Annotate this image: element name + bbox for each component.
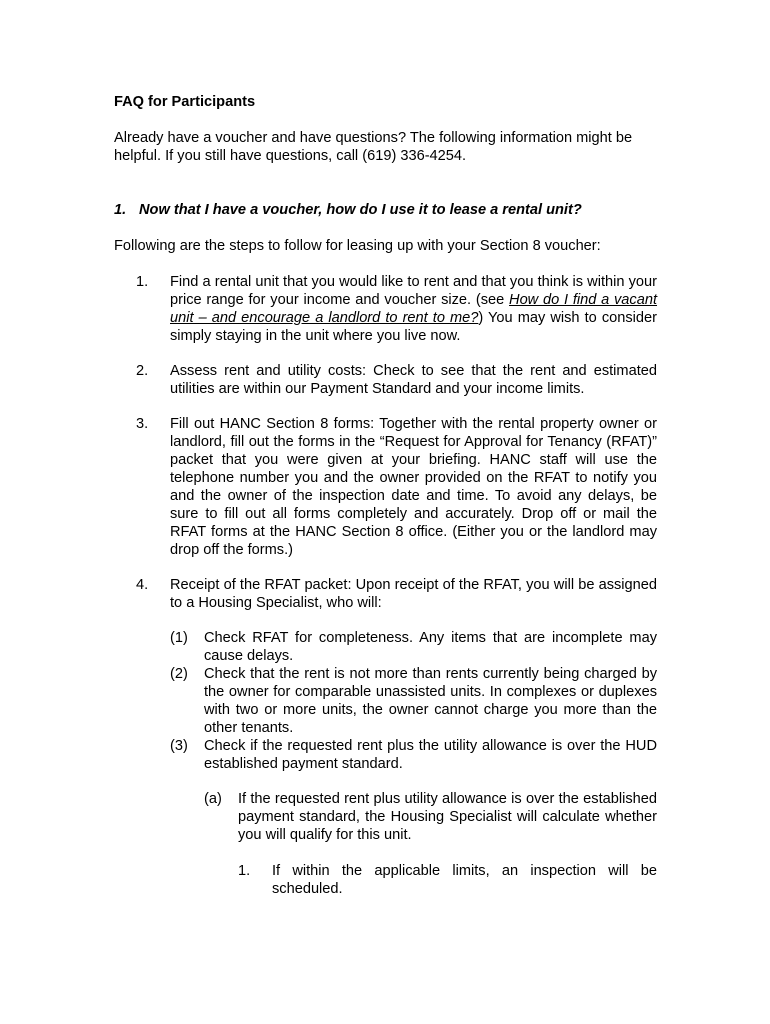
step-text-before: Find a rental unit that you would like to rent and that you think is within your price range for your income and voucher size. (see: [170, 274, 657, 308]
step-number: 1.: [136, 274, 149, 290]
step-text: Fill out HANC Section 8 forms: Together with the rental property owner or landlord, fill out the forms in the “Request for Approval for Tenancy (RFAT)” packet that you were given at your briefing. HANC staff will use the telephone number you and the owner provided on the RFAT to notify you and the owner of the inspection date and time. To avoid any delays, be sure to fill out all forms completely and accurately. Drop off or mail the RFAT forms at the HANC Section 8 office. (Either you or the landlord may drop off the forms.): [170, 416, 657, 558]
substep-number: (1): [170, 630, 188, 646]
lead-paragraph: Following are the steps to follow for leasing up with your Section 8 voucher:: [114, 238, 601, 254]
faq-link[interactable]: How do I find a vacant unit – and encourage a landlord to rent to me?: [170, 292, 658, 326]
intro-paragraph: Already have a voucher and have questions? The following information might be helpful. If you still have questions, call (619) 336-4254.: [114, 130, 633, 164]
step-number: 3.: [136, 416, 149, 432]
step-text: [170, 273, 657, 345]
question-number: 1.: [114, 202, 127, 218]
subsubsubstep-text: If within the applicable limits, an inspection will be scheduled.: [272, 863, 657, 897]
subsubstep-text: If the requested rent plus utility allowance is over the established payment standard, the Housing Specialist will calculate whether you will qualify for this unit.: [238, 791, 657, 843]
step-number: 2.: [136, 363, 149, 379]
subsubsubstep-number: 1.: [238, 863, 251, 879]
step-number: 4.: [136, 577, 149, 593]
substep-text: Check RFAT for completeness. Any items that are incomplete may cause delays.: [204, 630, 657, 664]
substep-number: (3): [170, 738, 188, 754]
subsubstep-number: (a): [204, 791, 222, 807]
step-text-after: ) You may wish to consider simply staying in the unit where you live now.: [170, 310, 657, 344]
substep-text: Check if the requested rent plus the utility allowance is over the HUD established payment standard.: [204, 738, 657, 772]
step-text: Assess rent and utility costs: Check to see that the rent and estimated utilities are within our Payment Standard and your income limits.: [170, 363, 657, 397]
substep-number: (2): [170, 666, 188, 682]
question-text: Now that I have a voucher, how do I use it to lease a rental unit?: [139, 202, 582, 218]
page-title: FAQ for Participants: [114, 94, 256, 110]
substep-text: Check that the rent is not more than rents currently being charged by the owner for comparable unassisted units. In complexes or duplexes with two or more units, the owner cannot charge you more than the other tenants.: [204, 666, 657, 736]
question-heading: [114, 201, 582, 219]
step-text: Receipt of the RFAT packet: Upon receipt of the RFAT, you will be assigned to a Housing Specialist, who will:: [170, 577, 657, 611]
